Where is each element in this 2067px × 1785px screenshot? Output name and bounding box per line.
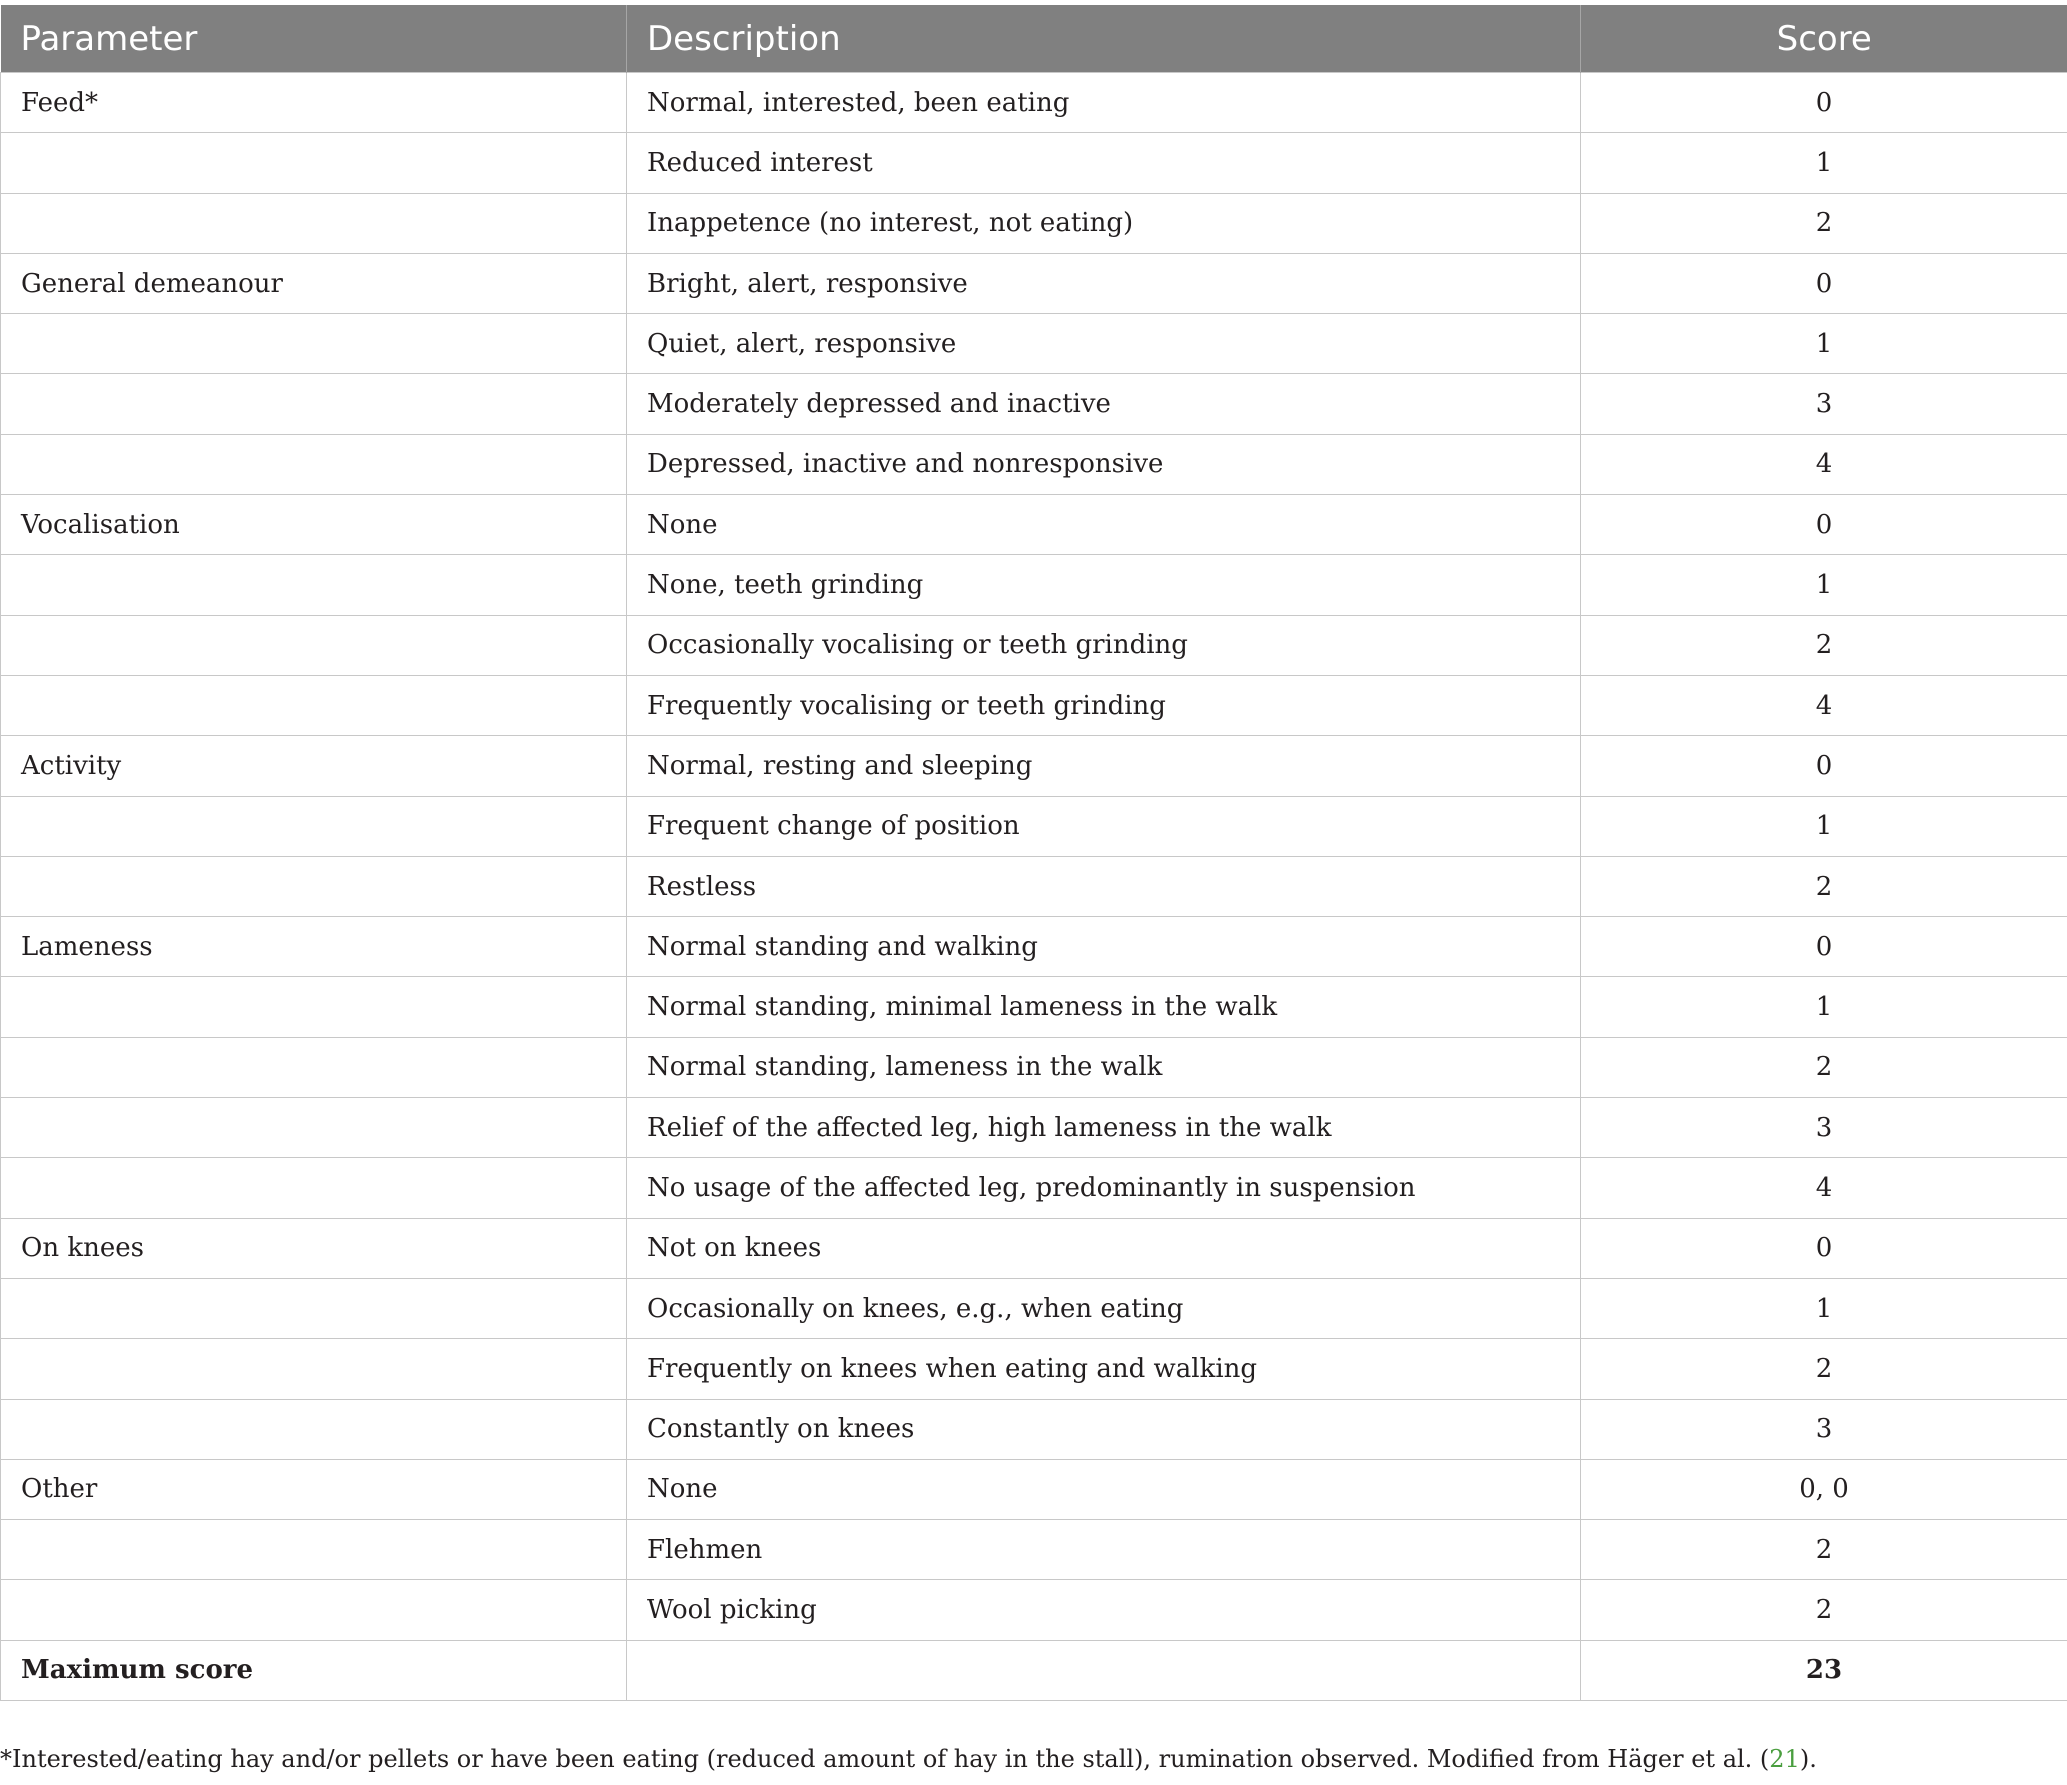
table-row: [1, 1037, 2067, 1097]
table-row: [1, 374, 2067, 434]
parameter-cell: General demeanour: [1, 253, 627, 313]
score-cell: 2: [1581, 856, 2067, 916]
parameter-cell: [1, 1339, 627, 1399]
total-row: [1, 1640, 2067, 1700]
score-cell: 3: [1581, 1098, 2067, 1158]
description-cell: Occasionally vocalising or teeth grinding: [627, 615, 1581, 675]
pain-score-table: [0, 5, 2067, 1701]
table-row: [1, 1520, 2067, 1580]
parameter-cell: Feed*: [1, 73, 627, 133]
description-cell: Wool picking: [627, 1580, 1581, 1640]
table-footnote: [0, 1745, 1817, 1773]
table-row: [1, 1158, 2067, 1218]
score-cell: 0: [1581, 253, 2067, 313]
score-table-container: [0, 5, 2067, 1701]
parameter-cell: Maximum score: [1, 1640, 627, 1700]
score-cell: 0: [1581, 917, 2067, 977]
parameter-cell: Lameness: [1, 917, 627, 977]
description-cell: Normal standing, minimal lameness in the walk: [627, 977, 1581, 1037]
table-row: [1, 73, 2067, 133]
parameter-cell: [1, 314, 627, 374]
description-cell: None, teeth grinding: [627, 555, 1581, 615]
parameter-cell: [1, 1580, 627, 1640]
table-row: [1, 253, 2067, 313]
table-row: [1, 796, 2067, 856]
score-cell: 2: [1581, 1520, 2067, 1580]
score-cell: 0: [1581, 1218, 2067, 1278]
table-row: [1, 1580, 2067, 1640]
score-cell: 2: [1581, 615, 2067, 675]
parameter-cell: [1, 977, 627, 1037]
description-cell: Frequently vocalising or teeth grinding: [627, 675, 1581, 735]
score-cell: 1: [1581, 314, 2067, 374]
parameter-cell: [1, 1520, 627, 1580]
score-cell: 1: [1581, 1278, 2067, 1338]
table-row: [1, 1339, 2067, 1399]
score-cell: 0, 0: [1581, 1459, 2067, 1519]
score-cell: 4: [1581, 434, 2067, 494]
description-cell: Reduced interest: [627, 133, 1581, 193]
score-cell: 3: [1581, 374, 2067, 434]
table-row: [1, 133, 2067, 193]
table-row: [1, 555, 2067, 615]
parameter-cell: [1, 434, 627, 494]
description-cell: Inappetence (no interest, not eating): [627, 193, 1581, 253]
score-cell: 4: [1581, 675, 2067, 735]
parameter-cell: [1, 856, 627, 916]
table-body: [1, 73, 2067, 1701]
score-cell: 2: [1581, 1037, 2067, 1097]
description-cell: Normal standing and walking: [627, 917, 1581, 977]
parameter-cell: [1, 193, 627, 253]
score-cell: 23: [1581, 1640, 2067, 1700]
table-row: [1, 1098, 2067, 1158]
parameter-cell: [1, 1278, 627, 1338]
table-row: [1, 736, 2067, 796]
score-cell: 1: [1581, 977, 2067, 1037]
score-cell: 2: [1581, 193, 2067, 253]
table-row: [1, 193, 2067, 253]
parameter-cell: [1, 1037, 627, 1097]
description-cell: Bright, alert, responsive: [627, 253, 1581, 313]
parameter-cell: Other: [1, 1459, 627, 1519]
score-cell: 2: [1581, 1580, 2067, 1640]
header-description: Description: [627, 5, 1581, 73]
table-header: [1, 5, 2067, 73]
parameter-cell: Vocalisation: [1, 495, 627, 555]
description-cell: None: [627, 495, 1581, 555]
parameter-cell: [1, 374, 627, 434]
footnote-text-end: ).: [1799, 1745, 1817, 1773]
table-row: [1, 675, 2067, 735]
table-row: [1, 856, 2067, 916]
description-cell: Occasionally on knees, e.g., when eating: [627, 1278, 1581, 1338]
table-row: [1, 314, 2067, 374]
description-cell: Normal standing, lameness in the walk: [627, 1037, 1581, 1097]
table-row: [1, 1399, 2067, 1459]
header-parameter: Parameter: [1, 5, 627, 73]
description-cell: No usage of the affected leg, predominantly in suspension: [627, 1158, 1581, 1218]
parameter-cell: [1, 796, 627, 856]
description-cell: Restless: [627, 856, 1581, 916]
parameter-cell: [1, 555, 627, 615]
table-row: [1, 977, 2067, 1037]
table-row: [1, 1459, 2067, 1519]
description-cell: Normal, resting and sleeping: [627, 736, 1581, 796]
parameter-cell: [1, 675, 627, 735]
table-row: [1, 1278, 2067, 1338]
header-score: Score: [1581, 5, 2067, 73]
description-cell: Constantly on knees: [627, 1399, 1581, 1459]
reference-link[interactable]: 21: [1769, 1745, 1800, 1773]
description-cell: Moderately depressed and inactive: [627, 374, 1581, 434]
parameter-cell: [1, 133, 627, 193]
parameter-cell: On knees: [1, 1218, 627, 1278]
description-cell: [627, 1640, 1581, 1700]
score-cell: 1: [1581, 133, 2067, 193]
table-row: [1, 615, 2067, 675]
description-cell: Not on knees: [627, 1218, 1581, 1278]
description-cell: Frequent change of position: [627, 796, 1581, 856]
score-cell: 0: [1581, 736, 2067, 796]
description-cell: Flehmen: [627, 1520, 1581, 1580]
score-cell: 2: [1581, 1339, 2067, 1399]
parameter-cell: [1, 1399, 627, 1459]
score-cell: 3: [1581, 1399, 2067, 1459]
description-cell: Frequently on knees when eating and walking: [627, 1339, 1581, 1399]
description-cell: Depressed, inactive and nonresponsive: [627, 434, 1581, 494]
parameter-cell: Activity: [1, 736, 627, 796]
description-cell: Quiet, alert, responsive: [627, 314, 1581, 374]
parameter-cell: [1, 615, 627, 675]
parameter-cell: [1, 1098, 627, 1158]
table-row: [1, 434, 2067, 494]
score-cell: 0: [1581, 495, 2067, 555]
description-cell: Normal, interested, been eating: [627, 73, 1581, 133]
header-row: [1, 5, 2067, 73]
score-cell: 4: [1581, 1158, 2067, 1218]
description-cell: Relief of the affected leg, high lameness in the walk: [627, 1098, 1581, 1158]
parameter-cell: [1, 1158, 627, 1218]
score-cell: 1: [1581, 555, 2067, 615]
score-cell: 1: [1581, 796, 2067, 856]
table-row: [1, 917, 2067, 977]
score-cell: 0: [1581, 73, 2067, 133]
table-row: [1, 1218, 2067, 1278]
footnote-text: *Interested/eating hay and/or pellets or have been eating (reduced amount of hay in the stall), rumination observed. Modified from Häger et al. (: [0, 1745, 1770, 1773]
table-row: [1, 495, 2067, 555]
description-cell: None: [627, 1459, 1581, 1519]
